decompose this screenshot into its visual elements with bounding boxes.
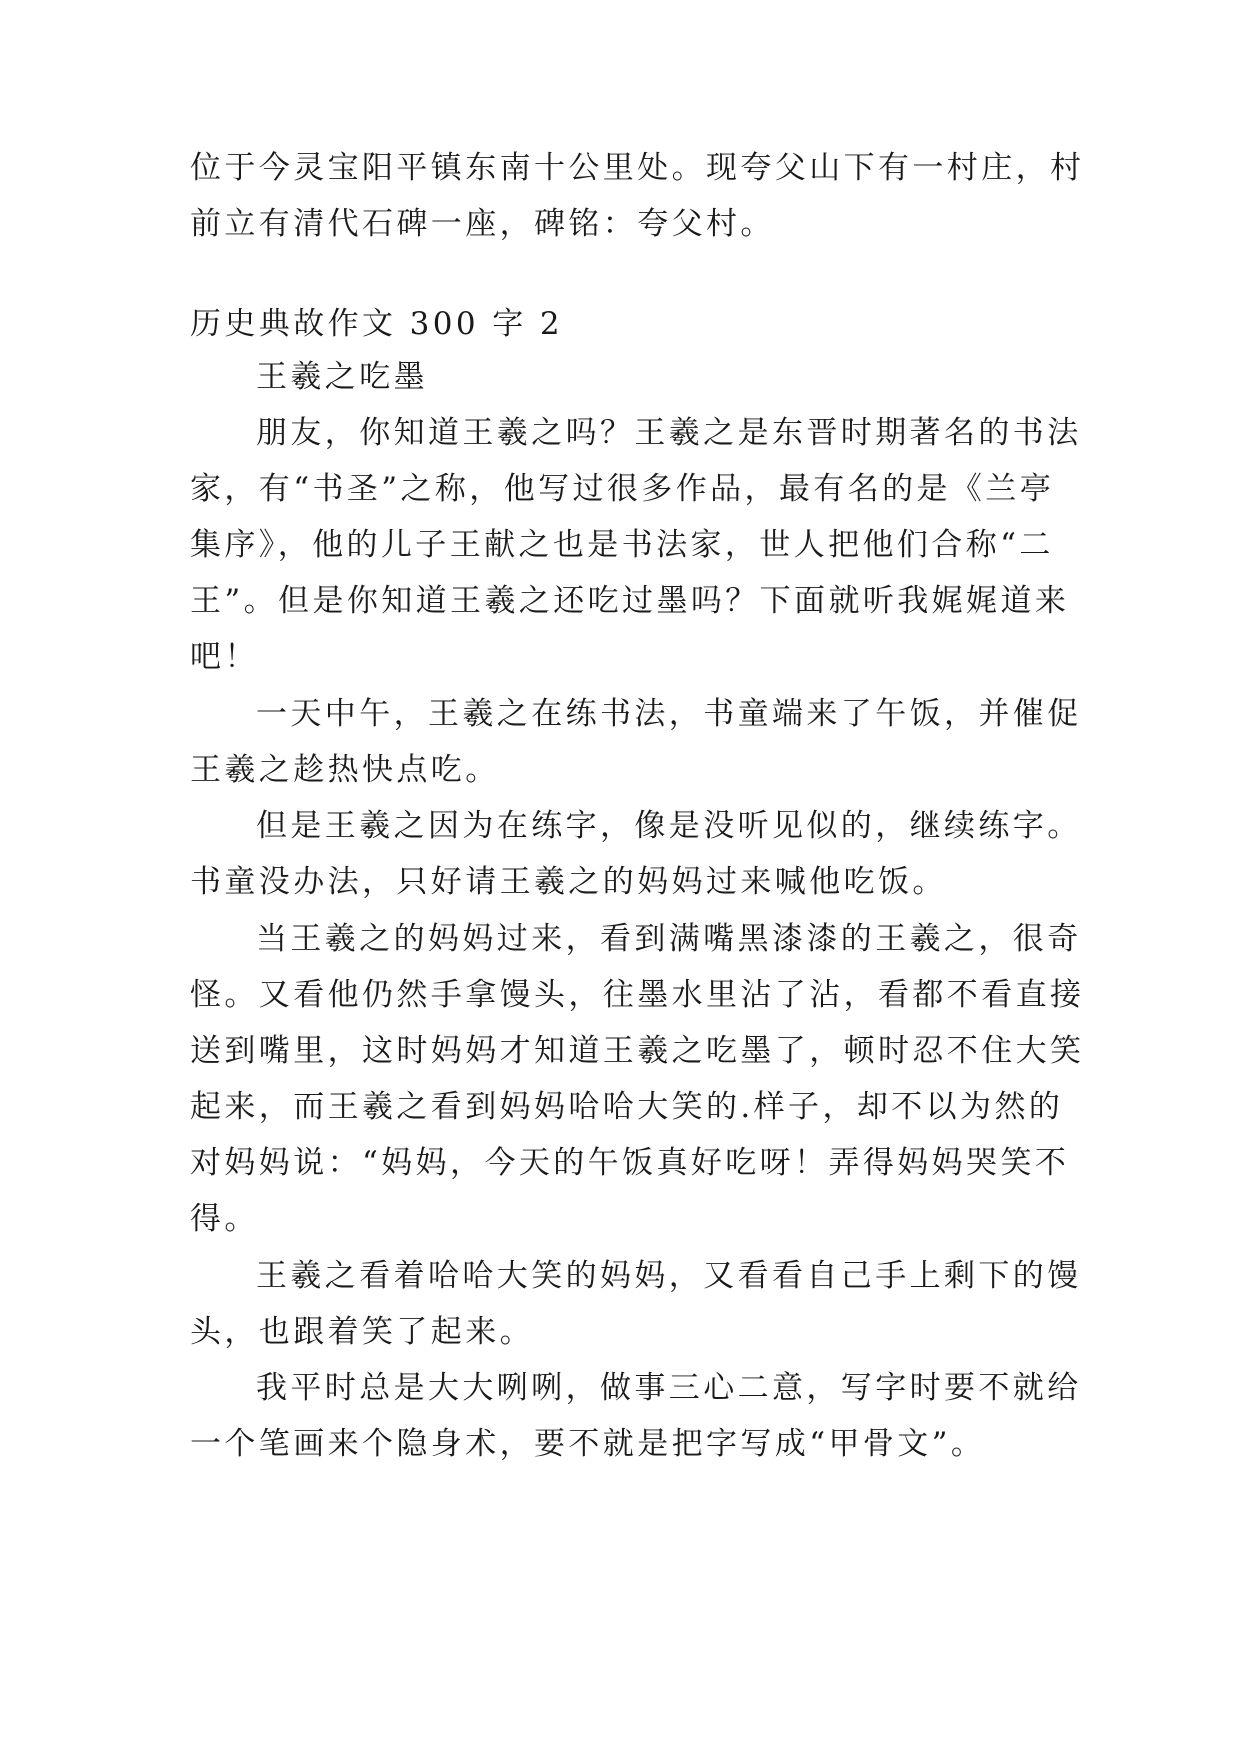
intro-line: 位于今灵宝阳平镇东南十公里处。现夸父山下有一村庄，村 [190, 150, 1085, 186]
paragraph-line: 王羲之趁热快点吃。 [190, 752, 500, 788]
paragraph-line: 集序》，他的儿子王献之也是书法家，世人把他们合称“二 [190, 527, 1054, 563]
paragraph-line: 朋友，你知道王羲之吗？王羲之是东晋时期著名的书法 [256, 415, 1082, 451]
paragraph-line: 家，有“书圣”之称，他写过很多作品，最有名的是《兰亭 [190, 471, 1055, 507]
paragraph-line: 对妈妈说：“妈妈，今天的午饭真好吃呀！弄得妈妈哭笑不 [190, 1145, 1070, 1181]
intro-line: 前立有清代石碑一座，碑铭：夸父村。 [190, 206, 775, 242]
paragraph-line: 起来，而王羲之看到妈妈哈哈大笑的.样子，却不以为然的 [190, 1089, 1064, 1125]
essay-title: 王羲之吃墨 [256, 359, 428, 395]
paragraph-line: 当王羲之的妈妈过来，看到满嘴黑漆漆的王羲之，很奇 [256, 921, 1082, 957]
paragraph-line: 一个笔画来个隐身术，要不就是把字写成“甲骨文”。 [190, 1426, 986, 1462]
paragraph-line: 我平时总是大大咧咧，做事三心二意，写字时要不就给 [256, 1370, 1082, 1406]
paragraph-line: 怪。又看他仍然手拿馒头，往墨水里沾了沾，看都不看直接 [190, 977, 1085, 1013]
section-title: 历史典故作文 300 字 2 [190, 306, 564, 342]
paragraph-line: 一天中午，王羲之在练书法，书童端来了午饭，并催促 [256, 696, 1082, 732]
paragraph-line: 但是王羲之因为在练字，像是没听见似的，继续练字。 [256, 808, 1082, 844]
paragraph-line: 得。 [190, 1201, 259, 1237]
paragraph-line: 王羲之看着哈哈大笑的妈妈，又看看自己手上剩下的馒 [256, 1258, 1082, 1294]
paragraph-line: 送到嘴里，这时妈妈才知道王羲之吃墨了，顿时忍不住大笑 [190, 1033, 1085, 1069]
paragraph-line: 王”。但是你知道王羲之还吃过墨吗？下面就听我娓娓道来 [190, 583, 1070, 619]
paragraph-line: 头，也跟着笑了起来。 [190, 1314, 534, 1350]
paragraph-line: 书童没办法，只好请王羲之的妈妈过来喊他吃饭。 [190, 864, 947, 900]
paragraph-line: 吧！ [190, 639, 259, 675]
